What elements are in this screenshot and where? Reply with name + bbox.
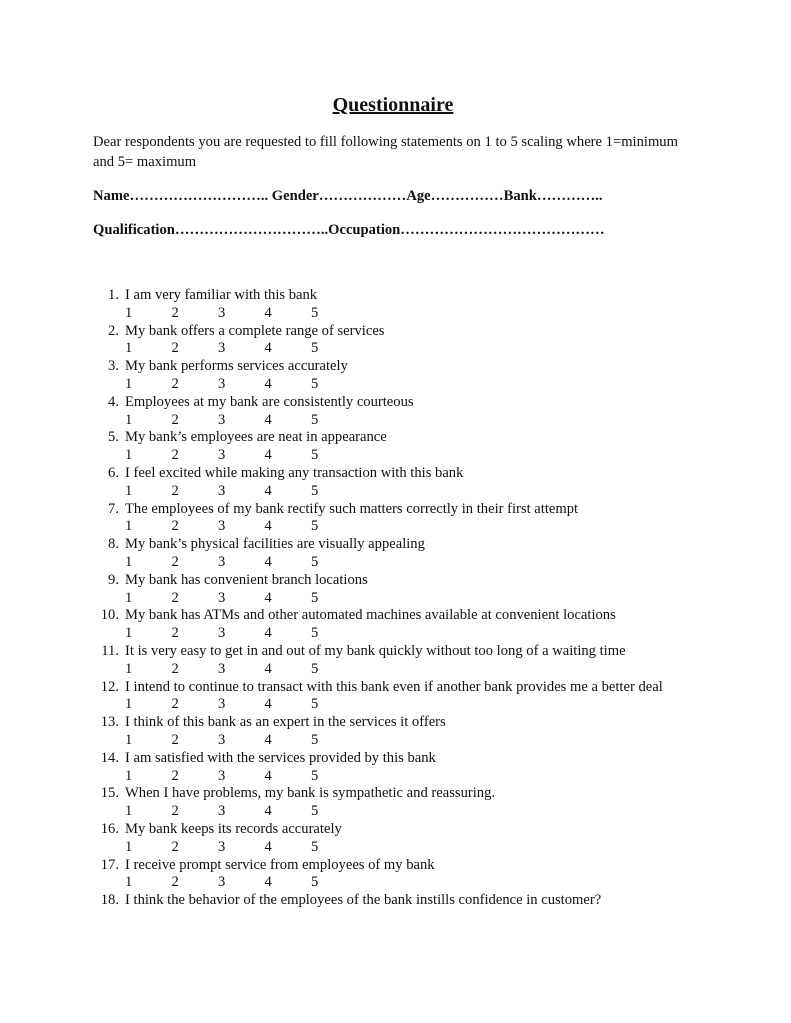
rating-option-2[interactable]: 2 [171,625,179,642]
rating-option-4[interactable]: 4 [264,482,272,499]
rating-scale [125,483,691,501]
personal-fields-line: Name……………………….. Gender………………Age……………Bank………….. [93,188,603,204]
rating-option-4[interactable]: 4 [264,803,272,820]
rating-scale [125,447,691,465]
question-item [93,323,691,359]
rating-option-4[interactable]: 4 [264,304,272,321]
rating-option-3[interactable]: 3 [218,482,226,499]
question-number: 17. [100,856,119,873]
intro-text: Dear respondents you are requested to fill following statements on 1 to 5 scaling where 1=minimum and 5= maximum [93,134,678,170]
rating-option-4[interactable]: 4 [264,340,272,357]
question-text: It is very easy to get in and out of my bank quickly without too long of a waiting time [125,642,626,659]
rating-option-3[interactable]: 3 [218,660,226,677]
rating-option-3[interactable]: 3 [218,874,226,891]
rating-option-2[interactable]: 2 [171,304,179,321]
question-number: 18. [100,892,119,909]
question-text: My bank has convenient branch locations [125,571,368,588]
question-item [93,501,691,537]
rating-option-4[interactable]: 4 [264,447,272,464]
question-item [93,287,691,323]
rating-option-4[interactable]: 4 [264,731,272,748]
rating-option-4[interactable]: 4 [264,553,272,570]
question-text: The employees of my bank rectify such matters correctly in their first attempt [125,500,579,517]
question-number: 4. [108,393,119,410]
rating-scale [125,803,691,821]
question-item [93,572,691,608]
questionnaire-page [93,92,693,909]
rating-option-1[interactable]: 1 [125,340,133,357]
rating-option-2[interactable]: 2 [171,660,179,677]
question-item [93,358,691,394]
rating-option-4[interactable]: 4 [264,874,272,891]
question-item [93,679,691,715]
rating-scale [125,839,691,857]
question-text: I am satisfied with the services provided by this bank [125,749,436,766]
question-text: I receive prompt service from employees of my bank [125,856,435,873]
rating-option-4[interactable]: 4 [264,838,272,855]
rating-option-3[interactable]: 3 [218,803,226,820]
rating-option-4[interactable]: 4 [264,589,272,606]
rating-option-5[interactable]: 5 [311,767,319,784]
rating-option-5[interactable]: 5 [311,625,319,642]
question-text: My bank performs services accurately [125,358,348,375]
rating-option-4[interactable]: 4 [264,411,272,428]
question-text: I think of this bank as an expert in the services it offers [125,714,446,731]
rating-scale [125,696,691,714]
rating-scale [125,768,691,786]
question-text: My bank’s employees are neat in appearance [125,429,387,446]
rating-scale [125,590,691,608]
rating-option-5[interactable]: 5 [311,411,319,428]
rating-option-3[interactable]: 3 [218,447,226,464]
question-text: I think the behavior of the employees of the bank instills confidence in customer? [125,892,602,909]
rating-option-3[interactable]: 3 [218,767,226,784]
rating-option-2[interactable]: 2 [171,482,179,499]
rating-option-2[interactable]: 2 [171,874,179,891]
rating-option-2[interactable]: 2 [171,553,179,570]
question-item [93,892,691,910]
rating-option-3[interactable]: 3 [218,625,226,642]
question-number: 5. [108,429,119,446]
question-number: 7. [108,500,119,517]
question-number: 10. [100,607,119,624]
question-text: When I have problems, my bank is sympathetic and reassuring. [125,785,496,802]
rating-option-3[interactable]: 3 [218,731,226,748]
question-text: I feel excited while making any transaction with this bank [125,464,464,481]
question-number: 12. [100,678,119,695]
rating-option-1[interactable]: 1 [125,731,133,748]
rating-option-5[interactable]: 5 [311,375,319,392]
rating-option-1[interactable]: 1 [125,304,133,321]
rating-scale [125,412,691,430]
rating-option-1[interactable]: 1 [125,625,133,642]
rating-option-1[interactable]: 1 [125,660,133,677]
question-number: 14. [100,749,119,766]
rating-option-1[interactable]: 1 [125,874,133,891]
rating-scale [125,625,691,643]
question-item [93,465,691,501]
rating-option-2[interactable]: 2 [171,340,179,357]
rating-option-1[interactable]: 1 [125,482,133,499]
question-text: My bank keeps its records accurately [125,820,342,837]
rating-option-5[interactable]: 5 [311,731,319,748]
question-text: Employees at my bank are consistently courteous [125,393,414,410]
rating-option-1[interactable]: 1 [125,838,133,855]
rating-option-4[interactable]: 4 [264,518,272,535]
rating-scale [125,732,691,750]
question-number: 6. [108,464,119,481]
rating-option-1[interactable]: 1 [125,767,133,784]
question-item [93,714,691,750]
question-text: I intend to continue to transact with this bank even if another bank provides me a better deal [125,678,663,695]
rating-option-3[interactable]: 3 [218,518,226,535]
question-item [93,821,691,857]
rating-option-5[interactable]: 5 [311,660,319,677]
rating-scale [125,305,691,323]
question-text: My bank has ATMs and other automated machines available at convenient locations [125,607,616,624]
rating-option-5[interactable]: 5 [311,340,319,357]
rating-option-2[interactable]: 2 [171,803,179,820]
rating-option-5[interactable]: 5 [311,304,319,321]
question-item [93,536,691,572]
rating-scale [125,661,691,679]
rating-option-4[interactable]: 4 [264,696,272,713]
rating-option-4[interactable]: 4 [264,767,272,784]
rating-option-3[interactable]: 3 [218,838,226,855]
rating-option-4[interactable]: 4 [264,660,272,677]
question-item [93,429,691,465]
rating-option-4[interactable]: 4 [264,625,272,642]
rating-option-5[interactable]: 5 [311,696,319,713]
rating-option-5[interactable]: 5 [311,874,319,891]
rating-option-1[interactable]: 1 [125,803,133,820]
rating-option-1[interactable]: 1 [125,696,133,713]
question-item [93,785,691,821]
question-number: 8. [108,536,119,553]
question-number: 3. [108,358,119,375]
question-number: 9. [108,571,119,588]
question-text: My bank offers a complete range of services [125,322,385,339]
question-text: I am very familiar with this bank [125,287,318,303]
rating-option-2[interactable]: 2 [171,731,179,748]
rating-scale [125,874,691,892]
rating-option-5[interactable]: 5 [311,447,319,464]
rating-option-1[interactable]: 1 [125,411,133,428]
qualification-fields-line: Qualification…………………………..Occupation…………………………………… [93,222,605,238]
question-number: 2. [108,322,119,339]
rating-option-5[interactable]: 5 [311,518,319,535]
rating-option-2[interactable]: 2 [171,411,179,428]
rating-option-3[interactable]: 3 [218,304,226,321]
rating-option-1[interactable]: 1 [125,589,133,606]
rating-option-3[interactable]: 3 [218,340,226,357]
rating-scale [125,340,691,358]
rating-scale [125,376,691,394]
question-item [93,750,691,786]
rating-option-5[interactable]: 5 [311,553,319,570]
rating-scale [125,554,691,572]
rating-option-3[interactable]: 3 [218,589,226,606]
rating-option-3[interactable]: 3 [218,375,226,392]
rating-option-3[interactable]: 3 [218,696,226,713]
question-item [93,643,691,679]
question-number: 15. [100,785,119,802]
question-item [93,394,691,430]
rating-option-3[interactable]: 3 [218,411,226,428]
rating-option-3[interactable]: 3 [218,553,226,570]
question-number: 1. [108,287,119,303]
rating-option-2[interactable]: 2 [171,518,179,535]
rating-option-2[interactable]: 2 [171,696,179,713]
question-number: 11. [101,642,119,659]
question-text: My bank’s physical facilities are visually appealing [125,536,425,553]
rating-option-2[interactable]: 2 [171,767,179,784]
question-item [93,607,691,643]
question-item [93,857,691,893]
rating-option-2[interactable]: 2 [171,375,179,392]
question-number: 16. [100,820,119,837]
rating-option-5[interactable]: 5 [311,838,319,855]
rating-option-2[interactable]: 2 [171,589,179,606]
rating-option-5[interactable]: 5 [311,803,319,820]
rating-option-5[interactable]: 5 [311,589,319,606]
rating-option-1[interactable]: 1 [125,375,133,392]
rating-option-1[interactable]: 1 [125,518,133,535]
question-list [93,287,691,910]
rating-option-1[interactable]: 1 [125,447,133,464]
rating-option-1[interactable]: 1 [125,553,133,570]
rating-option-4[interactable]: 4 [264,375,272,392]
rating-option-2[interactable]: 2 [171,447,179,464]
question-number: 13. [100,714,119,731]
page-title: Questionnaire [332,94,454,116]
rating-option-5[interactable]: 5 [311,482,319,499]
rating-option-2[interactable]: 2 [171,838,179,855]
rating-scale [125,518,691,536]
